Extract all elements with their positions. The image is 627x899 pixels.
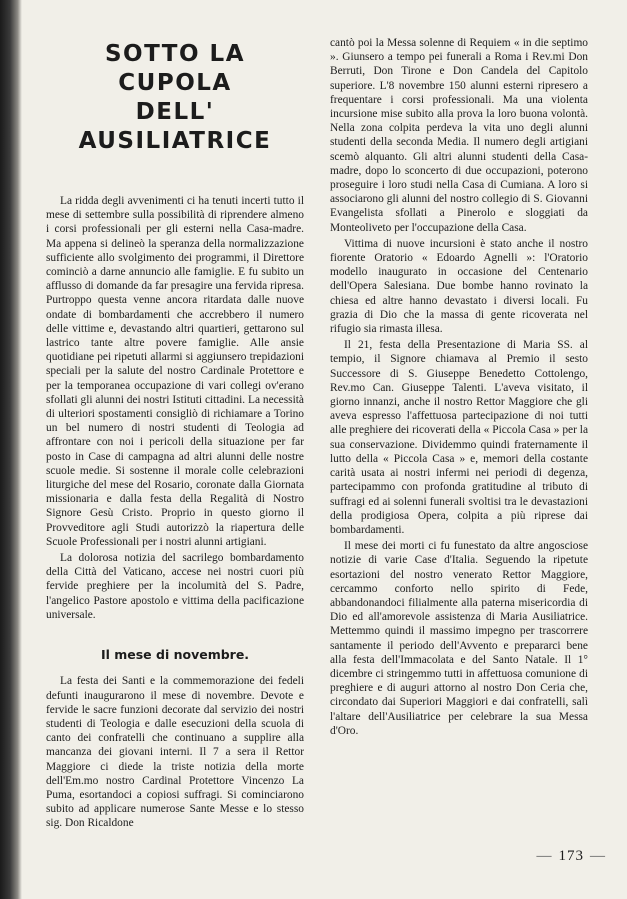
page-number-dash-left: — bbox=[536, 848, 553, 864]
paragraph: cantò poi la Messa solenne di Requiem « in die septimo ». Giunsero a tempo pei funerali a Roma i Rev.mi Don Berruti, Don Tirone e Don Candela del Capitolo superiore. L'8 novembre 150 alunni esterni ripresero a frequentare i corsi professionali. Ma una violenta incursione mise subito alla prova la loro buona volontà. Nella zona colpita perdeva la vita uno degli alunni studenti della seconda Media. Il numero degli artigiani scemò alquanto. Gli altri alunni studenti della Casa-madre, dopo lo sconcerto di due occupazioni, poterono proseguire i loro studi nella Casa di Cumiana. A loro si associarono gli alunni del nostro collegio di S. Giovanni Evangelista sfollati a Pinerolo e sloggiati da Monteoliveto per l'occupazione della Casa. bbox=[330, 37, 588, 234]
paragraph: La ridda degli avvenimenti ci ha tenuti incerti tutto il mese di settembre sulla possibilità di riprendere almeno i corsi professionali per gli esterni nella Casa-madre. Ma appena si delineò la speranza della normalizzazione sufficiente allo svolgimento dei programmi, il Direttore cominciò a darne annuncio alle famiglie. E fu subito un afflusso di domande da far presagire una fervida ripresa. Purtroppo questa venne ancora ritardata dalle nuove ondate di bombardamenti che accrebbero il numero delle vittime e, devastando altri quartieri, gettarono sul lastrico tante altre povere famiglie. Alle ansie quotidiane pei ripetuti allarmi si aggiunsero trepidazioni speciali per la salute del nostro Cardinale Protettore e per la temporanea occupazione di vari collegi ov'erano sfollati gli alunni dei nostri Istituti cittadini. La necessità di ulteriori spostamenti consigliò di richiamare a Torino un bel numero di nostri studenti di Teologia ad affrontare con noi i pericoli della situazione per far posto in Case di campagna ad altri alunni delle nostre scuole medie. Si sostenne il morale colle celebrazioni liturgiche del mese del Rosario, coronate dalla Giornata missionaria e dalla festa della Regalità di Nostro Signore Gesù Cristo. Proprio in questo giorno il Provveditore agli Studi autorizzò la riapertura delle Scuole Professionali per i nostri alunni artigiani. bbox=[46, 195, 304, 548]
book-binding-shadow bbox=[0, 0, 22, 899]
paragraph: La festa dei Santi e la commemorazione dei fedeli defunti inaugurarono il mese di novembre. Devote e fervide le sacre funzioni decorate dal servizio dei nostri studenti di Teologia e dalle esecuzioni della scuola di canto dei confratelli che continuano a supplire alla mancanza dei giovani interni. Il 7 a sera il Rettor Maggiore ci diede la triste notizia della morte dell'Em.mo nostro Cardinal Protettore Vincenzo La Puma, esortandoci a copiosi suffragi. Si cominciarono subito ad applicare numerose Sante Messe e lo stesso sig. Don Ricaldone bbox=[46, 675, 304, 830]
paragraph: Vittima di nuove incursioni è stato anche il nostro fiorente Oratorio « Edoardo Agnelli »: l'Oratorio modello inaugurato in occasione del Centenario dell'Opera Salesiana. Due bombe hanno rovinato la chiesa ed altre hanno devastato i diversi locali. Fu grazia di Dio che la massa di gente ricoverata nel rifugio sia rimasta illesa. bbox=[330, 237, 588, 336]
page-number bbox=[531, 848, 613, 865]
article-title bbox=[46, 40, 304, 156]
page-number-value: 173 bbox=[558, 848, 584, 864]
left-column bbox=[46, 36, 304, 833]
paragraph: La dolorosa notizia del sacrilego bombardamento della Città del Vaticano, accese nei nostri cuori più fervide preghiere per la incolumità del S. Padre, l'angelico Pastore apostolo e vittima della pacificazione universale. bbox=[46, 552, 304, 621]
page-number-dash-right: — bbox=[590, 848, 606, 864]
paragraph: Il mese dei morti ci fu funestato da altre angosciose notizie di varie Case d'Italia. Seguendo la ripetute esortazioni del nostro venerato Rettor Maggiore, cercammo conforto nello spirito di Fede, abbandonandoci filialmente alla paterna misericordia di Dio ed all'amorevole assistenza di Maria Ausiliatrice. Mettemmo quindi il massimo impegno per trascorrere santamente il periodo dell'Avvento e prepararci bene alla festa dell'Immacolata e del Santo Natale. Il 1° dicembre ci stringemmo tutti in affettuosa comunione di preghiere e di auguri attorno al nostro Don Ceria che, circondato dai Superiori Maggiori e dai confratelli, salì l'altare dell'Ausiliatrice per celebrare la sua Messa d'Oro. bbox=[330, 540, 588, 737]
right-column bbox=[330, 36, 588, 740]
title-line-1: SOTTO LA CUPOLA bbox=[104, 41, 246, 96]
page bbox=[46, 36, 618, 881]
title-line-2: DELL' AUSILIATRICE bbox=[78, 99, 272, 154]
section-heading: Il mese di novembre. bbox=[100, 647, 250, 663]
paragraph: Il 21, festa della Presentazione di Maria SS. al tempio, il Signore chiamava al Premio il sesto Successore di S. Giuseppe Benedetto Cottolengo, Rev.mo Can. Giuseppe Talenti. L'aveva visitato, il giorno innanzi, anche il nostro Rettor Maggiore che gli aveva espresso l'affettuosa partecipazione di noi tutti alle preghiere dei ricoverati della « Piccola Casa » per la sua conservazione. Dividemmo quindi fraternamente il lutto della « Piccola Casa » e, memori della costante carità usata ai nostri infermi nei periodi di degenza, partecipammo con profonda gratitudine al tributo di suffragi ed ai solenni funerali svoltisi tra le devastazioni della prodigiosa Opera, colpita a più riprese dai bombardamenti. bbox=[330, 339, 588, 536]
